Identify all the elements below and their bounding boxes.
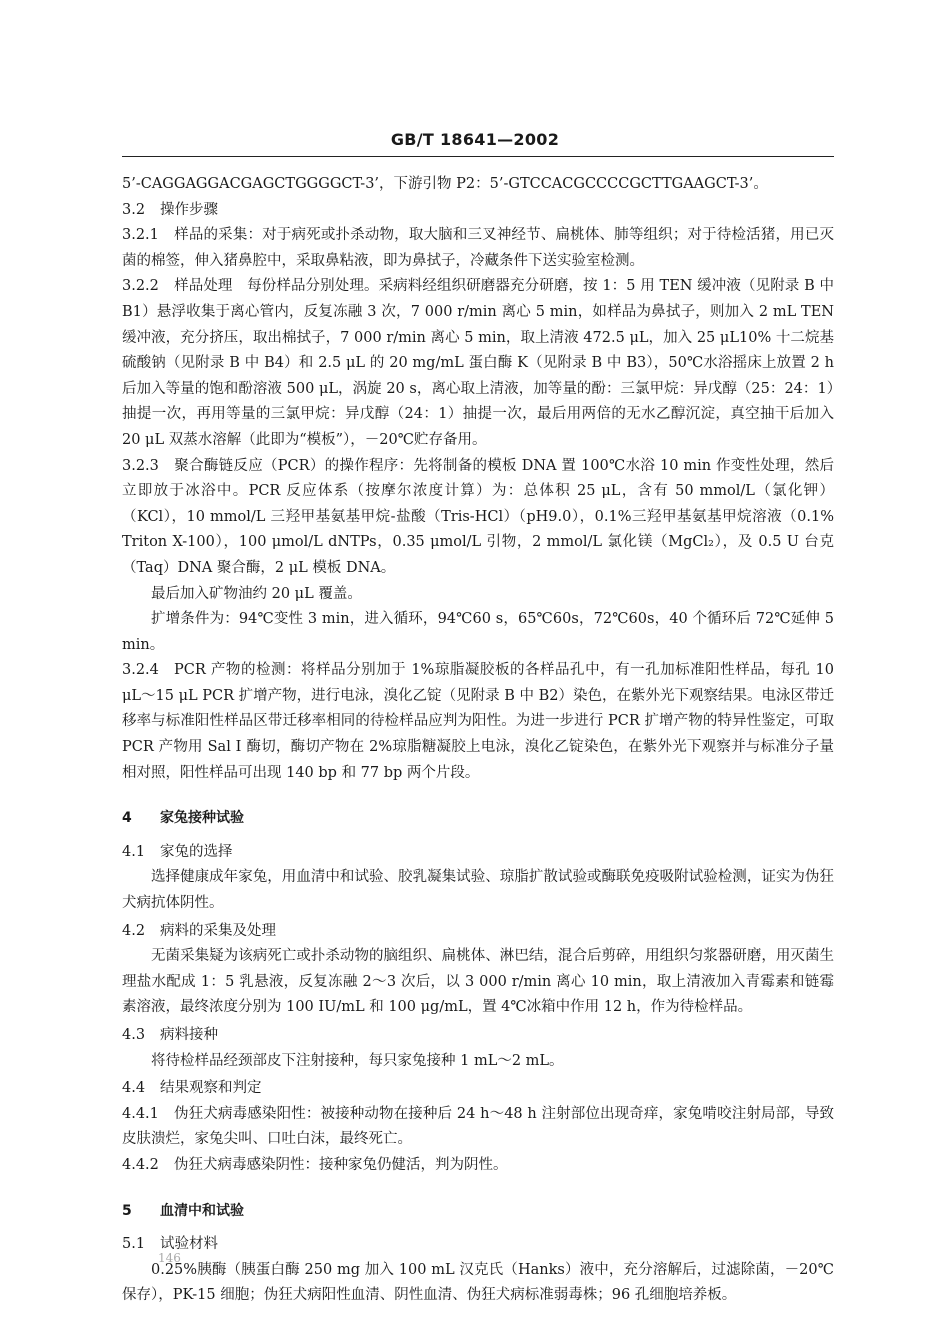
clause-3-2-2	[122, 274, 834, 453]
section-4-2-heading	[122, 919, 834, 945]
section-title: 操作步骤	[160, 201, 218, 218]
clause-number: 3.2.3	[122, 457, 159, 474]
section-title: 病料接种	[160, 1027, 218, 1043]
clause-number: 4.4.2	[122, 1156, 159, 1173]
clause-number: 4.4.1	[122, 1105, 159, 1122]
clause-text: 伪狂犬病毒感染阳性：被接种动物在接种后 24 h～48 h 注射部位出现奇痒，家兔啃咬注射局部，导致皮肤溃烂，家兔尖叫、口吐白沫，最终死亡。	[122, 1105, 834, 1148]
section-4-4-heading	[122, 1076, 834, 1102]
clause-4-4-2	[122, 1153, 834, 1179]
section-number: 4.2	[122, 922, 146, 939]
section-number: 5.1	[122, 1236, 146, 1253]
clause-3-2-3-mineral-oil: 最后加入矿物油约 20 μL 覆盖。	[151, 585, 362, 602]
clause-4-4-1	[122, 1102, 834, 1153]
header-rule	[122, 156, 834, 157]
primer-sequence-line: 5’-CAGGAGGACGAGCTGGGGCT-3’，下游引物 P2：5’-GTCCACGCCCCGCTTGAAGCT-3’。	[122, 176, 768, 192]
section-4-2-text: 无菌采集疑为该病死亡或扑杀动物的脑组织、扁桃体、淋巴结，混合后剪碎，用组织匀浆器研磨，用灭菌生理盐水配成 1：5 乳悬液，反复冻融 2～3 次后，以 3 000 r/min 离心 10 min，取上清液加入青霉素和链霉素溶液，最终浓度分别为 100 IU/mL 和 100 μg/mL，置 4℃冰箱中作用 12 h，作为待检样品。	[122, 948, 834, 1016]
section-number: 4.3	[122, 1027, 146, 1043]
section-number: 4.1	[122, 843, 146, 860]
clause-text: 样品处理 每份样品分别处理。采病料经组织研磨器充分研磨，按 1：5 用 TEN 缓冲液（见附录 B 中 B1）悬浮收集于离心管内，反复冻融 3 次，7 000 r/min 离心 5 min，如样品为鼻拭子，则加入 2 mL TEN缓冲液，充分挤压，取出棉拭子，7 000 r/min 离心 5 min，取上清液 472.5 μL，加入 25 μL10% 十二烷基硫酸钠（见附录 B 中 B4）和 2.5 μL 的 20 mg/mL 蛋白酶 K（见附录 B 中 B3），50℃水浴摇床上放置 2 h 后加入等量的饱和酚溶液 500 μL，涡旋 20 s，离心取上清液，加等量的酚：三氯甲烷：异戊醇（25：24：1）抽提一次，再用等量的三氯甲烷：异戊醇（24：1）抽提一次，最后用两倍的无水乙醇沉淀，真空抽干后加入 20 μL 双蒸水溶解（此即为“模板”），－20℃贮存备用。	[122, 278, 834, 448]
section-5-1-heading	[122, 1232, 834, 1258]
section-title: 家兔的选择	[160, 843, 233, 860]
clause-number: 3.2.4	[122, 662, 159, 679]
section-4-3-heading	[122, 1023, 834, 1049]
section-5-1-text: 0.25%胰酶（胰蛋白酶 250 mg 加入 100 mL 汉克氏（Hanks）液中，充分溶解后，过滤除菌，－20℃保存），PK-15 细胞；伪狂犬病阳性血清、阴性血清、伪狂犬病标准弱毒株；96 孔细胞培养板。	[122, 1261, 834, 1304]
section-title: 试验材料	[160, 1236, 218, 1253]
section-4-3-text: 将待检样品经颈部皮下注射接种，每只家兔接种 1 mL～2 mL。	[151, 1052, 564, 1069]
document-body	[122, 172, 834, 1309]
clause-3-2-1	[122, 223, 834, 274]
standard-number-header: GB/T 18641—2002	[390, 130, 560, 149]
clause-3-2-3	[122, 454, 834, 582]
section-4-1-heading	[122, 840, 834, 866]
chapter-title: 家兔接种试验	[160, 810, 244, 827]
clause-3-2-3-amplification: 扩增条件为：94℃变性 3 min，进入循环，94℃60 s，65℃60s，72℃60s，40 个循环后 72℃延伸 5 min。	[122, 611, 834, 653]
chapter-4-heading	[122, 806, 834, 832]
section-number: 4.4	[122, 1080, 146, 1097]
clause-text: 聚合酶链反应（PCR）的操作程序：先将制备的模板 DNA 置 100℃水浴 10 min 作变性处理，然后立即放于冰浴中。PCR 反应体系（按摩尔浓度计算）为：总体积 25 μL，含有 50 mmol/L（氯化钾）（KCl），10 mmol/L 三羟甲基氨基甲烷-盐酸（Tris-HCl）（pH9.0），0.1%三羟甲基氨基甲烷溶液（0.1% Triton X-100），100 μmol/L dNTPs，0.35 μmol/L 引物，2 mmol/L 氯化镁（MgCl₂），及 0.5 U 台克（Taq）DNA 聚合酶，2 μL 模板 DNA。	[122, 457, 834, 576]
section-title: 病料的采集及处理	[160, 922, 276, 939]
clause-number: 3.2.2	[122, 278, 159, 295]
section-number: 3.2	[122, 201, 146, 218]
clause-text: 样品的采集：对于病死或扑杀动物，取大脑和三叉神经节、扁桃体、肺等组织；对于待检活猪，用已灭菌的棉签，伸入猪鼻腔中，采取鼻粘液，即为鼻拭子，冷藏条件下送实验室检测。	[122, 227, 834, 269]
chapter-title: 血清中和试验	[160, 1202, 244, 1219]
section-title: 结果观察和判定	[160, 1080, 262, 1097]
clause-number: 3.2.1	[122, 227, 159, 244]
chapter-number: 5	[122, 1202, 132, 1219]
clause-text: PCR 产物的检测：将样品分别加于 1%琼脂凝胶板的各样品孔中，有一孔加标准阳性样品，每孔 10 μL～15 μL PCR 扩增产物，进行电泳，溴化乙锭（见附录 B 中 B2）染色，在紫外光下观察结果。电泳区带迁移率与标准阳性样品区带迁移率相同的待检样品应判为阳性。为进一步进行 PCR 扩增产物的特异性鉴定，可取 PCR 产物用 Sal Ⅰ 酶切，酶切产物在 2%琼脂糖凝胶上电泳，溴化乙锭染色，在紫外光下观察并与标准分子量相对照，阳性样品可出现 140 bp 和 77 bp 两个片段。	[122, 662, 835, 781]
section-4-1-text: 选择健康成年家兔，用血清中和试验、胶乳凝集试验、琼脂扩散试验或酶联免疫吸附试验检测，证实为伪狂犬病抗体阴性。	[122, 869, 834, 912]
clause-3-2-4	[122, 658, 834, 786]
chapter-number: 4	[122, 810, 132, 827]
clause-text: 伪狂犬病毒感染阴性：接种家兔仍健活，判为阴性。	[174, 1156, 508, 1173]
chapter-5-heading	[122, 1199, 834, 1225]
page-number: 146	[158, 1251, 181, 1265]
section-3-2-heading	[122, 198, 834, 224]
